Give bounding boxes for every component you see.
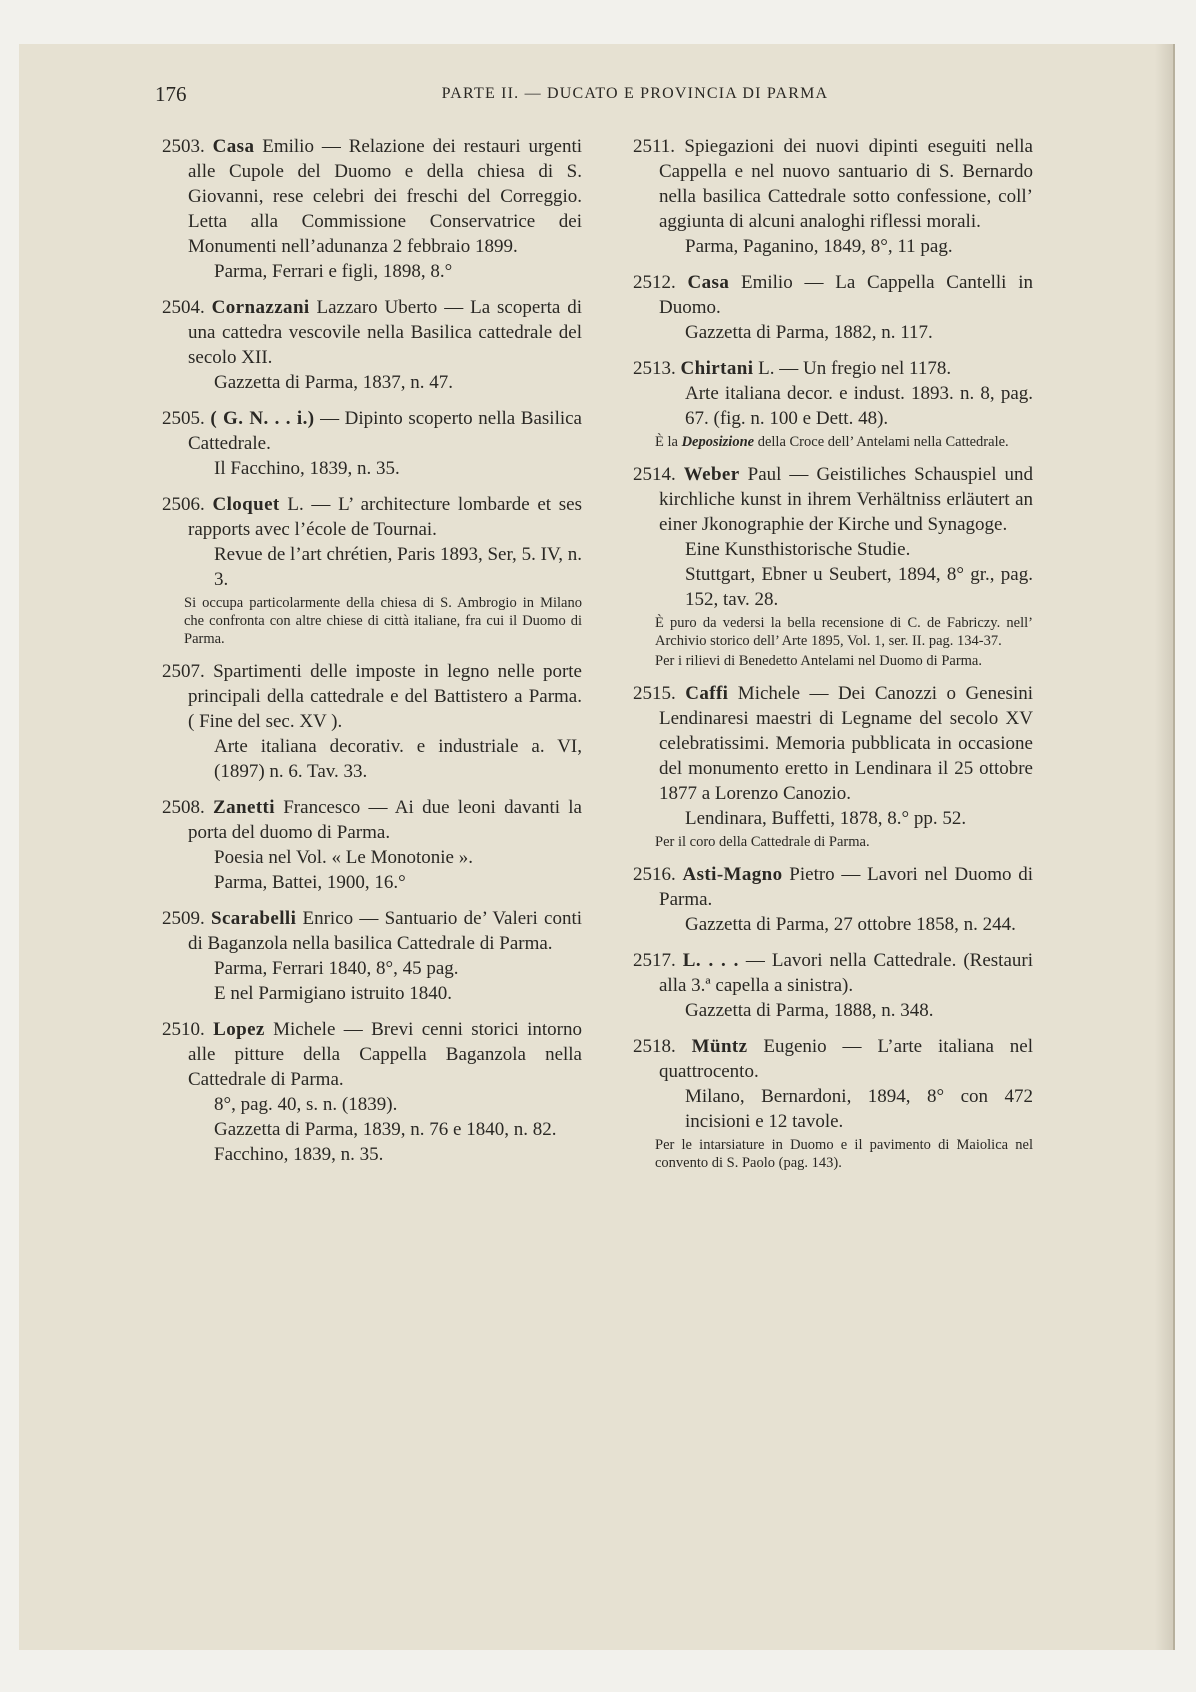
entry-publication: Arte italiana decor. e indust. 1893. n. 8, pag. 67. (fig. n. 100 e Dett. 48). <box>685 383 1033 429</box>
entry-publication: Parma, Ferrari 1840, 8°, 45 pag. <box>214 958 459 979</box>
entry-number: 2511. <box>633 136 676 157</box>
entry-publication: 8°, pag. 40, s. n. (1839). <box>214 1094 398 1115</box>
entry-text: Emilio — Relazione dei restauri urgenti alle Cupole del Duomo e della chiesa di S. Giovanni, rese celebri dei freschi del Correggio. Letta alla Commissione Conservatrice dei Monumenti nell’adunanza 2 febbraio 1899. <box>188 136 583 257</box>
entry-2512 <box>633 270 1033 345</box>
entry-text: Eugenio — L’arte italiana nel quattrocento. <box>659 1036 1034 1082</box>
right-column <box>633 134 1033 1183</box>
running-header <box>155 82 975 114</box>
entry-publication: Parma, Paganino, 1849, 8°, 11 pag. <box>685 236 953 257</box>
entry-publication: Milano, Bernardoni, 1894, 8° con 472 incisioni e 12 tavole. <box>685 1086 1033 1132</box>
note-text: della Croce dell’ Antelami nella Cattedrale. <box>754 434 1009 450</box>
entry-note: È puro da vedersi la bella recensione di C. de Fabriczy. nell’ Archivio storico dell’ Arte 1895, Vol. 1, ser. II. pag. 134-37. <box>655 615 1033 649</box>
entry-text: Pietro — Lavori nel Duomo di Parma. <box>659 864 1034 910</box>
entry-2518 <box>633 1034 1033 1172</box>
entry-number: 2510. <box>162 1019 205 1040</box>
entry-text: Emilio — La Cappella Cantelli in Duomo. <box>659 272 1033 318</box>
entry-text: Enrico — Santuario de’ Valeri conti di Baganzola nella basilica Cattedrale di Parma. <box>188 908 582 954</box>
entry-publication: Poesia nel Vol. « Le Monotonie ». <box>214 847 473 868</box>
running-title: PARTE II. — DUCATO E PROVINCIA DI PARMA <box>441 85 829 102</box>
entry-publication: Stuttgart, Ebner u Seubert, 1894, 8° gr., pag. 152, tav. 28. <box>685 564 1033 610</box>
entry-text: L. — Un fregio nel 1178. <box>753 358 952 379</box>
entry-note <box>655 433 1033 451</box>
entry-2504 <box>162 295 582 395</box>
entry-author: Casa <box>212 136 255 157</box>
entry-number: 2504. <box>162 297 205 318</box>
left-column <box>162 134 582 1178</box>
entry-author: Cloquet <box>212 494 280 515</box>
entry-author: Zanetti <box>213 797 275 818</box>
entry-number: 2514. <box>633 464 676 485</box>
entry-publication: E nel Parmigiano istruito 1840. <box>214 983 453 1004</box>
entry-2513 <box>633 356 1033 451</box>
entry-author: Weber <box>683 464 740 485</box>
page-number: 176 <box>155 82 187 106</box>
entry-2505 <box>162 406 582 481</box>
note-text: È la <box>655 434 682 450</box>
entry-note: Per i rilievi di Benedetto Antelami nel Duomo di Parma. <box>655 653 982 669</box>
entry-number: 2507. <box>162 661 205 682</box>
entry-number: 2506. <box>162 494 205 515</box>
entry-author: ( G. N. . . i.) <box>210 408 315 429</box>
entry-2507 <box>162 659 582 784</box>
entry-2506 <box>162 492 582 648</box>
entry-number: 2517. <box>633 950 676 971</box>
entry-text: L. — L’ architecture lombarde et ses rapports avec l’école de Tournai. <box>188 494 582 540</box>
entry-2517 <box>633 948 1033 1023</box>
entry-2511 <box>633 134 1033 259</box>
entry-number: 2503. <box>162 136 205 157</box>
entry-2503 <box>162 134 582 284</box>
entry-publication: Il Facchino, 1839, n. 35. <box>214 458 400 479</box>
entry-text: Spiegazioni dei nuovi dipinti eseguiti nella Cappella e nel nuovo santuario di S. Bernardo nella basilica Cattedrale sotto confessione, coll’ aggiunta di alcuni analoghi riflessi morali. <box>659 136 1033 232</box>
entry-text: — Lavori nella Cattedrale. (Restauri alla 3.ª capella a sinistra). <box>659 950 1033 996</box>
entry-publication: Gazzetta di Parma, 1837, n. 47. <box>214 372 454 393</box>
entry-number: 2509. <box>162 908 205 929</box>
entry-text: Paul — Geistiliches Schauspiel und kirchliche kunst in ihrem Verhältniss erläutert an einer Jkonographie der Kirche und Synagoge. <box>659 464 1033 535</box>
entry-author: Müntz <box>691 1036 748 1057</box>
entry-text: Francesco — Ai due leoni davanti la porta del duomo di Parma. <box>188 797 582 843</box>
entry-text: Michele — Brevi cenni storici intorno alle pitture della Cappella Baganzola nella Cattedrale di Parma. <box>188 1019 583 1090</box>
entry-publication: Eine Kunsthistorische Studie. <box>685 539 911 560</box>
entry-author: Chirtani <box>680 358 754 379</box>
entry-text: Lazzaro Uberto — La scoperta di una cattedra vescovile nella Basilica cattedrale del secolo XII. <box>188 297 583 368</box>
entry-author: Asti-Magno <box>682 864 783 885</box>
entry-number: 2508. <box>162 797 205 818</box>
entry-number: 2515. <box>633 683 676 704</box>
entry-note: Si occupa particolarmente della chiesa di S. Ambrogio in Milano che confronta con altre chiese di città italiane, fra cui il Duomo di Parma. <box>184 595 582 647</box>
entry-note: Per le intarsiature in Duomo e il pavimento di Maiolica nel convento di S. Paolo (pag. 143). <box>655 1137 1033 1171</box>
entry-publication: Revue de l’art chrétien, Paris 1893, Ser, 5. IV, n. 3. <box>214 544 582 590</box>
entry-publication: Gazzetta di Parma, 1839, n. 76 e 1840, n. 82. <box>214 1119 557 1140</box>
note-emphasis: Deposizione <box>681 434 755 450</box>
entry-number: 2513. <box>633 358 676 379</box>
entry-2508 <box>162 795 582 895</box>
entry-publication: Lendinara, Buffetti, 1878, 8.° pp. 52. <box>685 808 967 829</box>
entry-author: Scarabelli <box>210 908 297 929</box>
entry-author: Lopez <box>213 1019 265 1040</box>
entry-author: Casa <box>687 272 730 293</box>
entry-publication: Gazzetta di Parma, 1882, n. 117. <box>685 322 933 343</box>
entry-author: Caffi <box>685 683 729 704</box>
entry-text: Michele — Dei Canozzi o Genesini Lendinaresi maestri di Legname del secolo XV celebratissimi. Memoria pubblicata in occasione del monumento eretto in Lendinara il 25 ottobre 1877 a Lorenzo Canozio. <box>659 683 1033 804</box>
entry-number: 2512. <box>633 272 676 293</box>
entry-number: 2505. <box>162 408 205 429</box>
entry-number: 2518. <box>633 1036 676 1057</box>
entry-2510 <box>162 1017 582 1167</box>
entry-note: Per il coro della Cattedrale di Parma. <box>655 834 870 850</box>
entry-2514 <box>633 462 1033 670</box>
entry-publication: Gazzetta di Parma, 27 ottobre 1858, n. 244. <box>685 914 1016 935</box>
entry-2516 <box>633 862 1033 937</box>
entry-number: 2516. <box>633 864 676 885</box>
entry-author: L. . . . <box>682 950 739 971</box>
entry-publication: Parma, Battei, 1900, 16.° <box>214 872 406 893</box>
entry-publication: Gazzetta di Parma, 1888, n. 348. <box>685 1000 934 1021</box>
entry-publication: Parma, Ferrari e figli, 1898, 8.° <box>214 261 453 282</box>
entry-author: Cornazzani <box>211 297 310 318</box>
entry-text: Spartimenti delle imposte in legno nelle porte principali della cattedrale e del Battistero a Parma. ( Fine del sec. XV ). <box>188 661 582 732</box>
entry-2509 <box>162 906 582 1006</box>
entry-publication: Facchino, 1839, n. 35. <box>214 1144 384 1165</box>
entry-text: — Dipinto scoperto nella Basilica Cattedrale. <box>188 408 582 454</box>
entry-2515 <box>633 681 1033 851</box>
page-edge-shadow <box>1155 44 1173 1650</box>
entry-publication: Arte italiana decorativ. e industriale a. VI, (1897) n. 6. Tav. 33. <box>214 736 582 782</box>
